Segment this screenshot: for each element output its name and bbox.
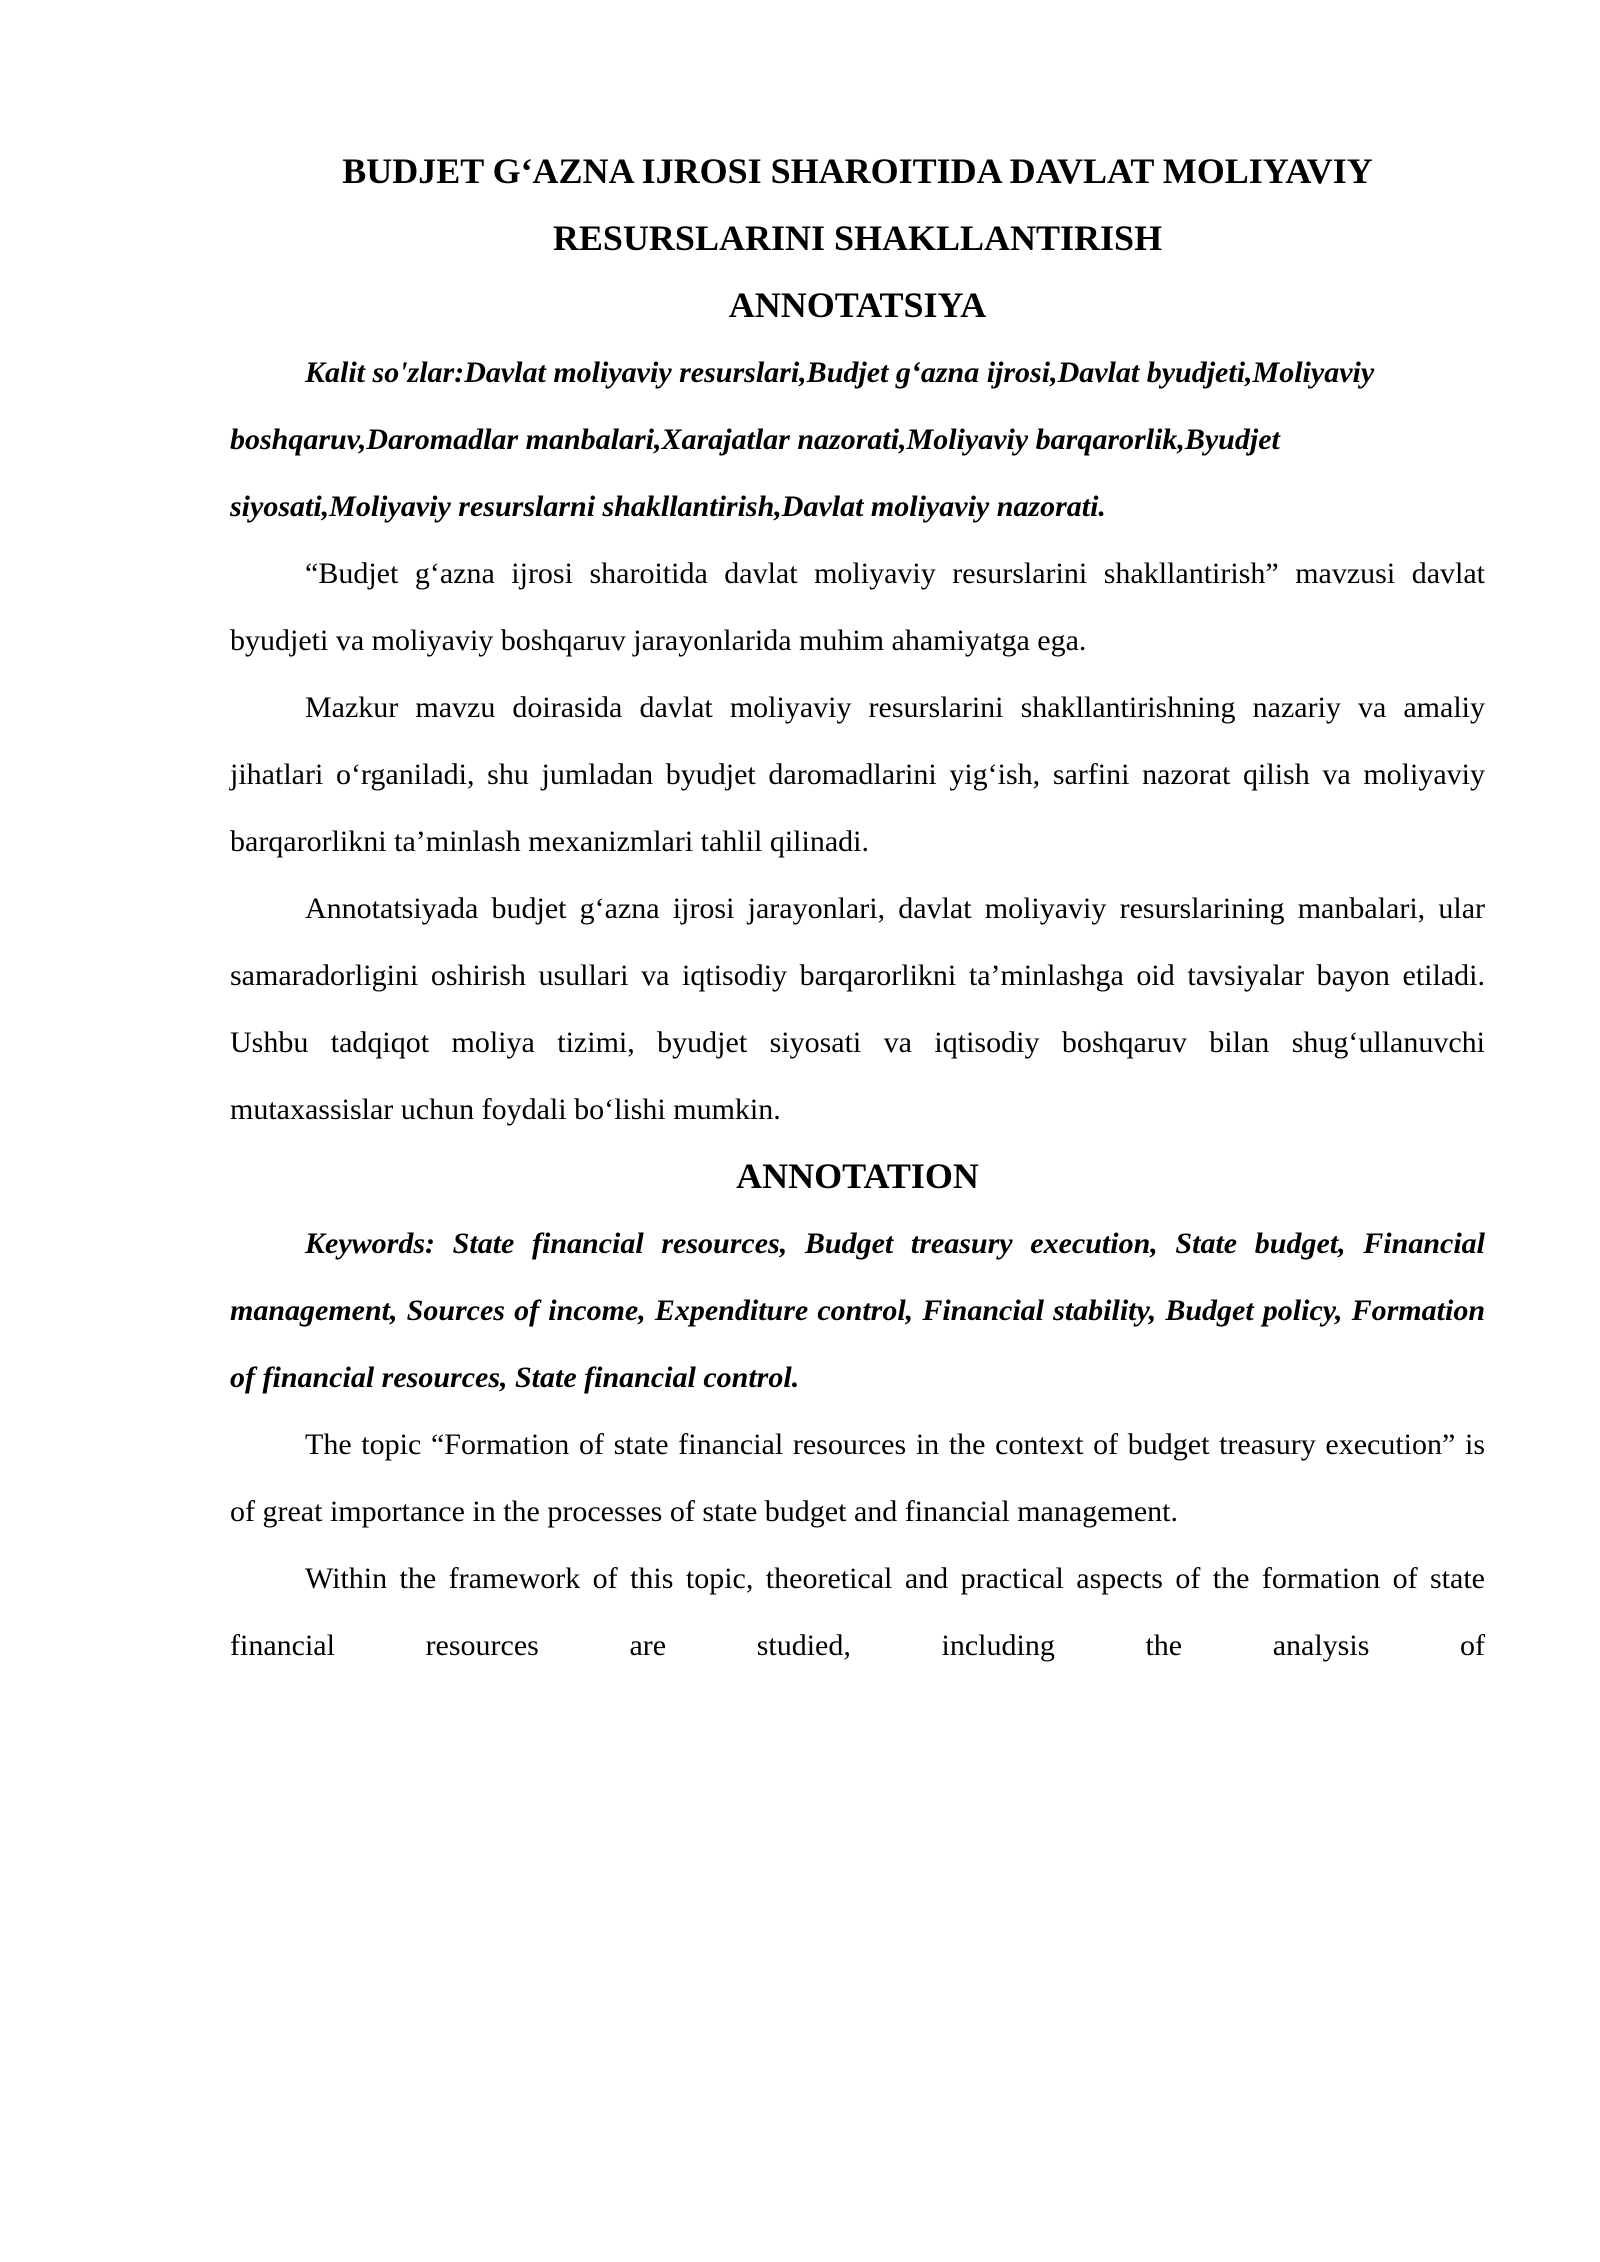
document-title: BUDJET GʻAZNA IJROSI SHAROITIDA DAVLAT MOLIYAVIY RESURSLARINI SHAKLLANTIRISH (342, 151, 1373, 258)
keywords-uz-paragraph: Kalit so'zlar:Davlat moliyaviy resurslari,Budjet gʻazna ijrosi,Davlat byudjeti,Moliyaviy boshqaruv,Daromadlar manbalari,Xarajatlar nazorati,Moliyaviy barqarorlik,Byudjet siyosati,Moliyaviy resurslarni shakllantirish,Davlat moliyaviy nazorati. (230, 356, 1375, 523)
paragraph-en-1: The topic “Formation of state financial resources in the context of budget treasury execution” is of great importance in the processes of state budget and financial management. (230, 1428, 1485, 1528)
paragraph-uz-3: Annotatsiyada budjet gʻazna ijrosi jarayonlari, davlat moliyaviy resurslarining manbalari, ular samaradorligini oshirish usullari va iqtisodiy barqarorlikni ta’minlashga oid tavsiyalar bayon etiladi. Ushbu tadqiqot moliya tizimi, byudjet siyosati va iqtisodiy boshqaruv bilan shugʻullanuvchi mutaxassislar uchun foydali boʻlishi mumkin. (230, 892, 1485, 1126)
heading-annotatsiya: ANNOTATSIYA (728, 285, 987, 325)
heading-annotation: ANNOTATION (736, 1156, 979, 1196)
paragraph-uz-2: Mazkur mavzu doirasida davlat moliyaviy resurslarini shakllantirishning nazariy va amaliy jihatlari oʻrganiladi, shu jumladan byudjet daromadlarini yigʻish, sarfini nazorat qilish va moliyaviy barqarorlikni ta’minlash mexanizmlari tahlil qilinadi. (230, 691, 1485, 858)
paragraph-en-2: Within the framework of this topic, theoretical and practical aspects of the formation of state financial resources are studied, including the analysis of (230, 1562, 1485, 1662)
keywords-en-paragraph: Keywords: State financial resources, Budget treasury execution, State budget, Financial management, Sources of income, Expenditure control, Financial stability, Budget policy, Formation of financial resources, State financial control. (230, 1227, 1485, 1394)
paragraph-uz-1: “Budjet gʻazna ijrosi sharoitida davlat moliyaviy resurslarini shakllantirish” mavzusi davlat byudjeti va moliyaviy boshqaruv jarayonlarida muhim ahamiyatga ega. (230, 557, 1485, 657)
